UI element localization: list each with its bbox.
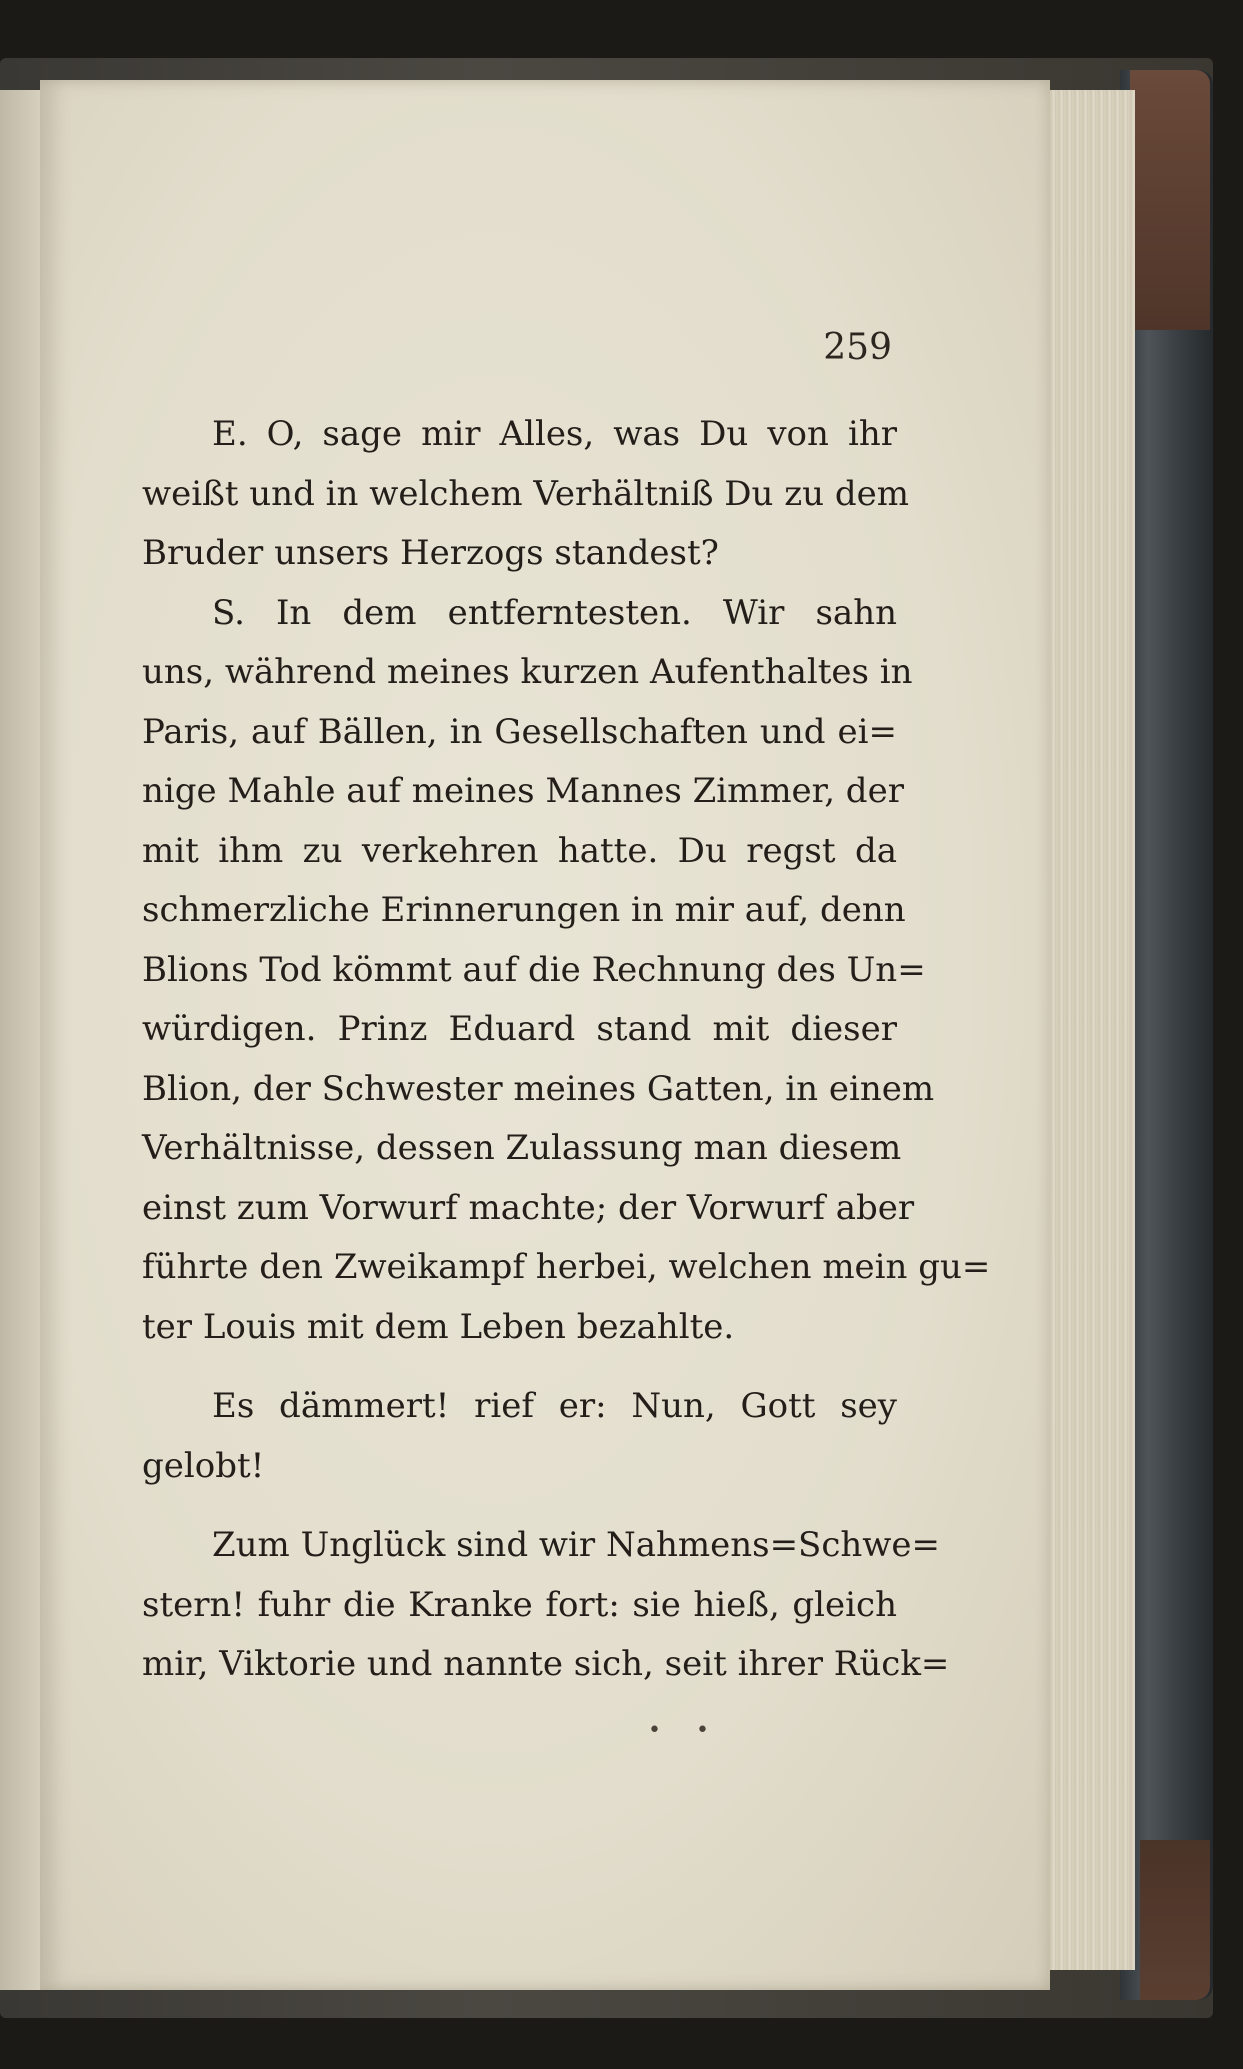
paragraph <box>142 584 991 1358</box>
text-line: Blion, der Schwester meines Gatten, in einem <box>142 1068 935 1109</box>
text-line: schmerzliche Erinnerungen in mir auf, denn <box>142 890 906 930</box>
text-line: weißt und in welchem Verhältniß Du zu dem <box>142 473 909 514</box>
leather-corner-bottom <box>1140 1840 1210 2000</box>
text-line: Zum Unglück sind wir Nahmens=Schwe= <box>212 1525 940 1565</box>
leather-corner-top <box>1130 70 1210 330</box>
text-line: einst zum Vorwurf machte; der Vorwurf aber <box>142 1187 915 1228</box>
text-line: führte den Zweikampf herbei, welchen mein gu= <box>142 1247 991 1287</box>
text-line: Paris, auf Bällen, in Gesellschaften und ei= <box>142 711 897 752</box>
text-line: gelobt! <box>142 1445 265 1486</box>
text-line: Bruder unsers Herzogs standest? <box>142 533 719 573</box>
text-line: Es dämmert! rief er: Nun, Gott sey <box>212 1386 897 1426</box>
text-line: nige Mahle auf meines Mannes Zimmer, der <box>142 771 904 811</box>
page-number: 259 <box>823 327 892 368</box>
text-line: Verhältnisse, dessen Zulassung man diesem <box>142 1128 902 1168</box>
text-line: ter Louis mit dem Leben bezahlte. <box>142 1306 735 1347</box>
facing-page-edge <box>0 90 42 1990</box>
text-line: mir, Viktorie und nannte sich, seit ihrer Rück= <box>142 1644 950 1684</box>
paragraph <box>142 405 909 584</box>
text-line: mit ihm zu verkehren hatte. Du regst da <box>142 830 897 871</box>
page-text <box>142 405 991 1695</box>
signature-mark: • • <box>648 1718 723 1743</box>
text-line: stern! fuhr die Kranke fort: sie hieß, gleich <box>142 1584 897 1625</box>
text-line: Blions Tod kömmt auf die Rechnung des Un= <box>142 949 926 990</box>
page-stack-edges <box>1040 90 1135 1970</box>
paragraph <box>142 1516 950 1695</box>
paragraph <box>142 1377 897 1496</box>
text-line: uns, während meines kurzen Aufenthaltes in <box>142 652 913 692</box>
text-line: E. O, sage mir Alles, was Du von ihr <box>212 414 897 454</box>
text-line: würdigen. Prinz Eduard stand mit dieser <box>142 1009 897 1049</box>
text-line: S. In dem entferntesten. Wir sahn <box>212 592 897 633</box>
